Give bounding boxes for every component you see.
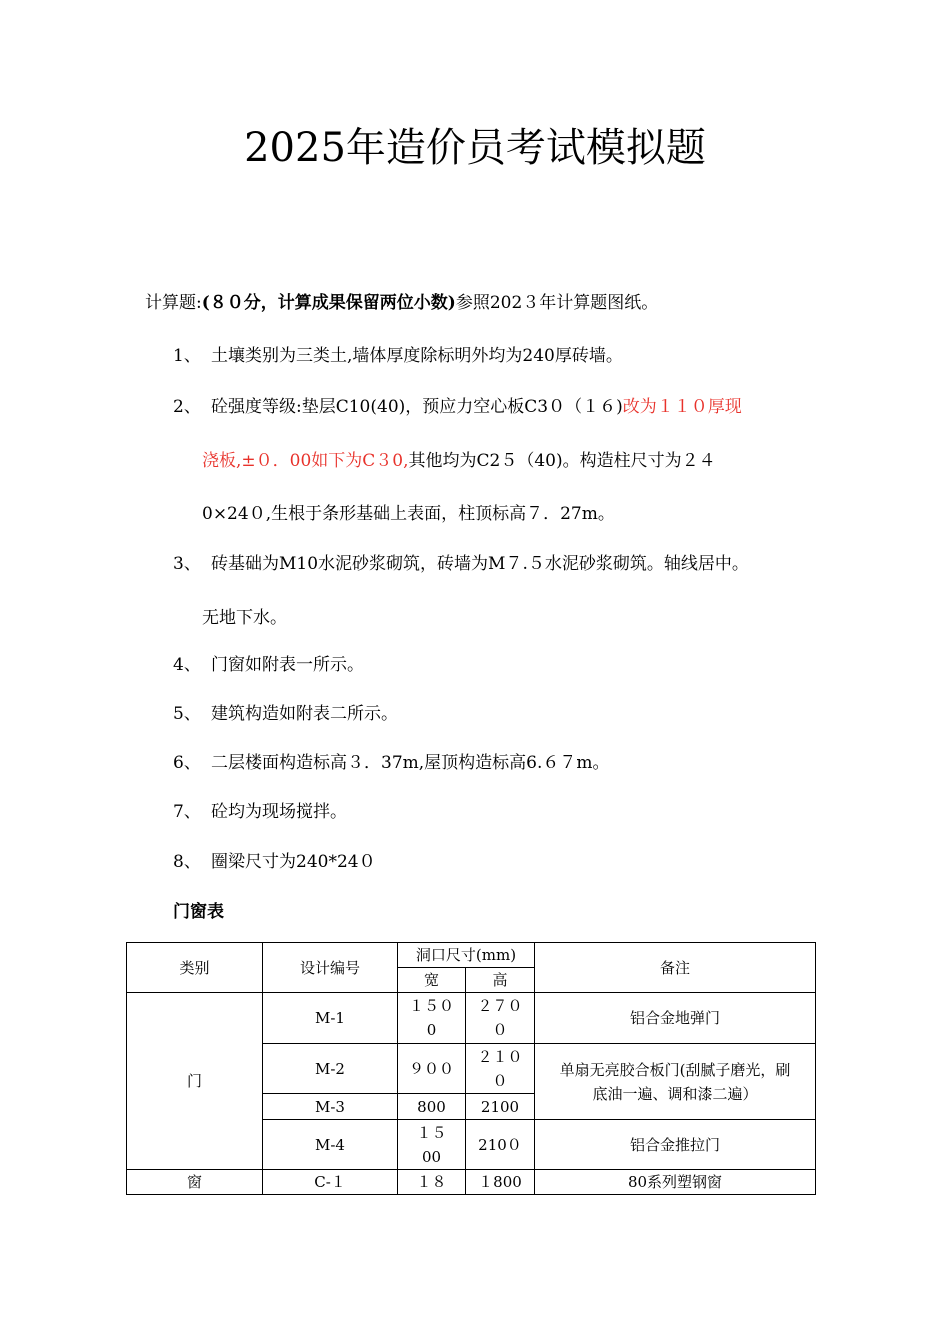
- cell-height-line-2: ０: [492, 1071, 508, 1090]
- cell-height: 2100: [466, 1094, 535, 1120]
- table-row: [127, 1170, 816, 1195]
- item-number: 5、: [173, 704, 201, 724]
- cell-width-line-1: １５０: [408, 997, 454, 1015]
- item-text: 土壤类别为三类土,墙体厚度除标明外均为240厚砖墙。: [211, 346, 623, 366]
- cell-note: 铝合金推拉门: [535, 1120, 816, 1170]
- cell-width-line-2: 0: [426, 1021, 437, 1039]
- cell-height: １800: [466, 1170, 535, 1195]
- list-item-2: [173, 392, 742, 417]
- cell-note: 80系列塑钢窗: [535, 1170, 816, 1195]
- list-item-5: [173, 699, 398, 724]
- cell-note: [535, 1044, 816, 1120]
- cell-code: M-4: [263, 1120, 398, 1170]
- cell-code: M-2: [263, 1044, 398, 1094]
- cell-height-line-2: ０: [492, 1021, 508, 1039]
- cell-width: 800: [398, 1094, 466, 1120]
- list-item-1: [173, 341, 623, 366]
- cell-height-line-1: ２１０: [477, 1047, 523, 1066]
- list-item-3-line-2: 无地下水。: [202, 608, 287, 628]
- item-text-red: 浇板,±０．00如下为C３0,: [202, 451, 409, 471]
- intro-prefix: 计算题:: [145, 293, 202, 313]
- cell-note-line-2: 底油一遍、调和漆二遍）: [592, 1084, 758, 1103]
- door-window-table: [126, 942, 816, 1195]
- item-number: 8、: [173, 852, 201, 872]
- header-category: 类别: [127, 943, 263, 993]
- cell-width: １８: [398, 1170, 466, 1195]
- page-title: 2025年造价员考试模拟题: [244, 125, 706, 171]
- category-door: 门: [127, 993, 263, 1170]
- header-height: 高: [466, 968, 535, 993]
- cell-note: 铝合金地弹门: [535, 993, 816, 1044]
- cell-height-line-1: ２７０: [477, 997, 523, 1015]
- list-item-2-line-2: [202, 446, 716, 471]
- item-number: 4、: [173, 655, 201, 675]
- cell-width-line-1: １５: [416, 1123, 447, 1142]
- category-window: 窗: [127, 1170, 263, 1195]
- item-text: 门窗如附表一所示。: [211, 655, 364, 675]
- header-note: 备注: [535, 943, 816, 993]
- table-title: 门窗表: [173, 902, 224, 922]
- cell-width: [398, 993, 466, 1044]
- item-text: 圈梁尺寸为240*24０: [211, 852, 376, 872]
- item-text: 其他均为C2５（40)。构造柱尺寸为２４: [408, 451, 716, 471]
- list-item-2-line-3: 0×24０,生根于条形基础上表面，柱顶标高７．27m。: [202, 504, 615, 524]
- item-text: 砼强度等级:垫层C10(40)，预应力空心板C3０（１６): [211, 397, 623, 417]
- item-number: 3、: [173, 554, 201, 574]
- item-text: 建筑构造如附表二所示。: [211, 704, 398, 724]
- header-size: 洞口尺寸(mm): [398, 943, 535, 968]
- item-text-red: 改为１１０厚现: [622, 397, 742, 417]
- cell-code: C-１: [263, 1170, 398, 1195]
- header-width: 宽: [398, 968, 466, 993]
- item-number: 2、: [173, 397, 201, 417]
- cell-code: M-3: [263, 1094, 398, 1120]
- cell-width: [398, 1120, 466, 1170]
- cell-height: [466, 1044, 535, 1094]
- item-number: 7、: [173, 802, 201, 822]
- item-text: 砼均为现场搅拌。: [211, 802, 347, 822]
- intro-bold: (８０分，计算成果保留两位小数): [201, 293, 456, 313]
- item-text: 二层楼面构造标高３．37m,屋顶构造标高6.６７m。: [211, 753, 610, 773]
- list-item-7: [173, 797, 347, 822]
- item-number: 1、: [173, 346, 201, 366]
- intro-line: [145, 290, 658, 316]
- cell-height: 210０: [466, 1120, 535, 1170]
- list-item-3: [173, 549, 749, 574]
- cell-height: [466, 993, 535, 1044]
- header-code: 设计编号: [263, 943, 398, 993]
- intro-suffix: 参照202３年计算题图纸。: [455, 293, 659, 313]
- table-header-row: [127, 943, 816, 968]
- list-item-6: [173, 748, 610, 773]
- table-row: [127, 993, 816, 1044]
- cell-code: M-1: [263, 993, 398, 1044]
- cell-note-line-1: 单扇无亮胶合板门(刮腻子磨光，刷: [559, 1060, 791, 1079]
- list-item-8: [173, 847, 376, 872]
- cell-width-line-2: 00: [421, 1147, 442, 1166]
- cell-width: ９００: [398, 1044, 466, 1094]
- item-number: 6、: [173, 753, 201, 773]
- item-text: 砖基础为M10水泥砂浆砌筑，砖墙为M７.５水泥砂浆砌筑。轴线居中。: [211, 554, 749, 574]
- list-item-4: [173, 650, 364, 675]
